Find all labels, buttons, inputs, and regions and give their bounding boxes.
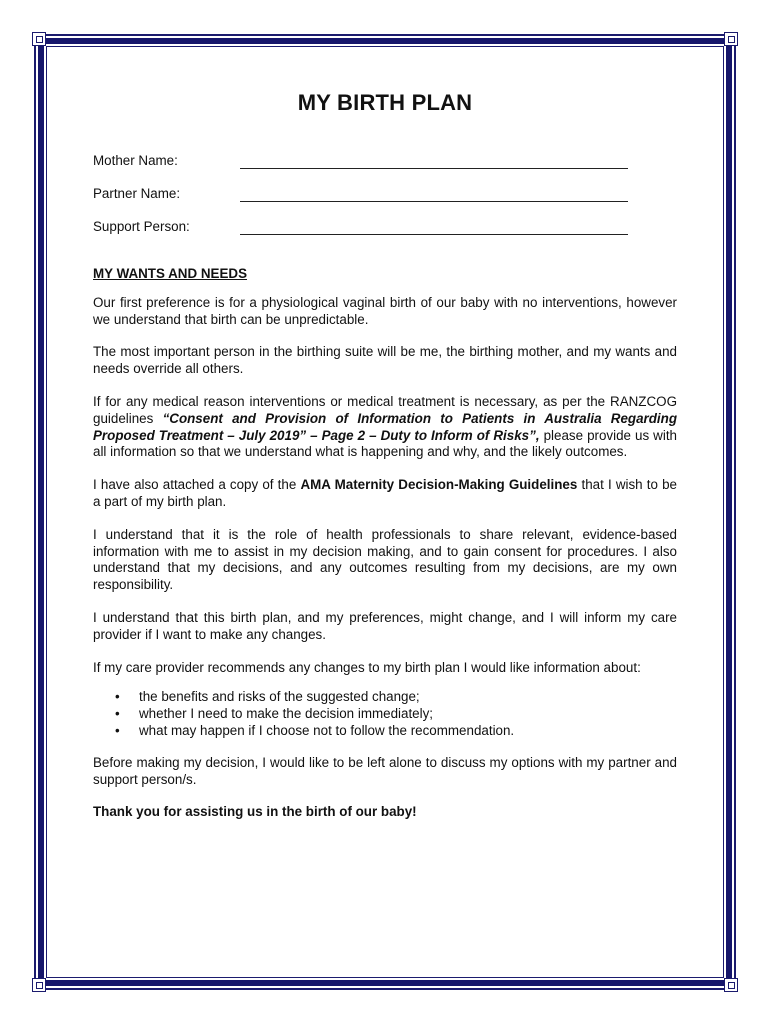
page-title: MY BIRTH PLAN	[297, 90, 473, 115]
paragraph-ama	[93, 477, 677, 511]
list-item: • the benefits and risks of the suggested change;	[115, 689, 677, 706]
paragraph-decision: Before making my decision, I would like to be left alone to discuss my options with my partner and support person/s.	[93, 754, 677, 787]
mother-name-field[interactable]	[240, 154, 628, 169]
information-list	[93, 689, 677, 739]
ama-rest: that I wish to be a part of my birth plan.	[93, 477, 677, 509]
ranzcog-citation: “Consent and Provision of Information to Patients in Australia Regarding Proposed Treatment – July 2019” – Page 2 – Duty to Inform of Risks”,	[93, 410, 677, 443]
partner-name-field[interactable]	[240, 187, 628, 202]
ama-intro: I have also attached a copy of the	[93, 477, 301, 493]
paragraph-ranzcog	[93, 394, 677, 461]
mother-name-label: Mother Name:	[93, 153, 178, 169]
support-person-row	[93, 220, 677, 236]
mother-name-row	[93, 154, 677, 170]
corner-ornament-top-right	[724, 32, 738, 46]
list-item: • what may happen if I choose not to follow the recommendation.	[115, 723, 677, 740]
corner-ornament-bottom-right	[724, 978, 738, 992]
section-heading: MY WANTS AND NEEDS	[93, 266, 248, 281]
support-person-field[interactable]	[240, 220, 628, 235]
paragraph-plan-change: I understand that this birth plan, and my preferences, might change, and I will inform my care provider if I want to make any changes.	[93, 609, 677, 642]
paragraph-preference: Our first preference is for a physiological vaginal birth of our baby with no interventions, however we understand that birth can be unpredictable.	[93, 294, 677, 327]
corner-ornament-top-left	[32, 32, 46, 46]
paragraph-recommendations: If my care provider recommends any changes to my birth plan I would like information about:	[93, 659, 641, 675]
partner-name-row	[93, 187, 677, 203]
document-body	[93, 88, 677, 837]
paragraph-important-person: The most important person in the birthing suite will be me, the birthing mother, and my wants and needs override all others.	[93, 344, 677, 377]
corner-ornament-bottom-left	[32, 978, 46, 992]
support-person-label: Support Person:	[93, 219, 190, 235]
list-item: • whether I need to make the decision immediately;	[115, 706, 677, 723]
paragraph-health-professionals: I understand that it is the role of health professionals to share relevant, evidence-based information with me to assist in my decision making, and to gain consent for procedures. I also understand that my decisions, and any outcomes resulting from my decisions, are my own responsibility.	[93, 526, 677, 593]
ranzcog-intro: If for any medical reason interventions or medical treatment is necessary, as per the RANZCOG guidelines	[93, 393, 677, 426]
ranzcog-rest: please provide us with all information so that we understand what is happening and why, and the likely outcomes.	[93, 427, 677, 460]
partner-name-label: Partner Name:	[93, 186, 181, 202]
closing-thanks: Thank you for assisting us in the birth of our baby!	[93, 804, 417, 820]
ama-guidelines: AMA Maternity Decision-Making Guidelines	[300, 477, 578, 493]
